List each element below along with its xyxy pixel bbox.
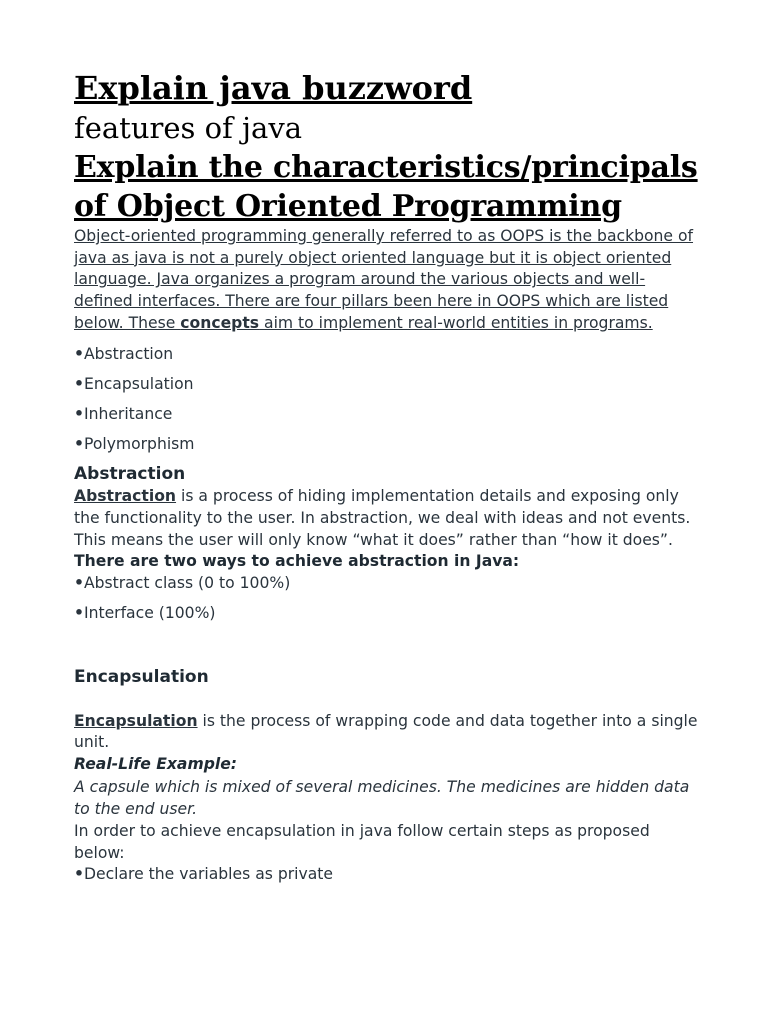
encapsulation-term: Encapsulation: [74, 711, 198, 730]
abstraction-paragraph: [74, 486, 698, 551]
abstraction-heading: Abstraction: [74, 464, 186, 485]
intro-text-before: Object-oriented programming generally referred to as OOPS is the backbone of java as java is not a purely object oriented language but it is object oriented language. Java organizes a program around the various objects and well-defined interfaces. There are four pillars been here in OOPS which are listed below. These: [74, 227, 694, 332]
doc-subtitle: features of java: [74, 111, 303, 145]
list-item-label: Abstract class (0 to 100%): [83, 574, 291, 593]
bullet-icon: •: [74, 604, 84, 623]
list-item-label: Declare the variables as private: [83, 865, 333, 884]
list-item-label: Abstraction: [83, 344, 174, 363]
pillars-list: [74, 344, 698, 456]
intro-text-after: aim to implement real-world entities in programs.: [259, 313, 653, 332]
list-item-label: Inheritance: [83, 404, 173, 423]
list-item-label: Interface (100%): [83, 604, 216, 623]
bullet-icon: •: [74, 865, 84, 884]
oop-heading: Explain the characteristics/principals of Object Oriented Programming: [74, 150, 698, 224]
example-text: A capsule which is mixed of several medicines. The medicines are hidden data to the end user.: [74, 777, 690, 819]
list-item: [74, 344, 698, 366]
list-item: [74, 434, 698, 456]
bullet-icon: •: [74, 374, 84, 393]
list-item: [74, 573, 698, 595]
list-item-label: Polymorphism: [83, 434, 195, 453]
encapsulation-body: is the process of wrapping code and data together into a single unit.: [74, 711, 698, 752]
encapsulation-steps-intro: In order to achieve encapsulation in java follow certain steps as proposed below:: [74, 821, 650, 862]
list-item: [74, 404, 698, 426]
list-item-label: Encapsulation: [83, 374, 194, 393]
abstraction-body: is a process of hiding implementation details and exposing only the functionality to the user. In abstraction, we deal with ideas and not events. This means the user will only know “what it does” rather than “how it does”.: [74, 487, 691, 549]
abstraction-term: Abstraction: [74, 487, 177, 506]
intro-paragraph: [74, 226, 698, 335]
list-item: [74, 864, 698, 886]
encapsulation-heading: Encapsulation: [74, 666, 209, 687]
example-label: Real-Life Example:: [74, 755, 238, 774]
bullet-icon: •: [74, 434, 84, 453]
list-item: [74, 374, 698, 396]
list-item: [74, 603, 698, 625]
intro-bold-word: concepts: [180, 313, 260, 332]
bullet-icon: •: [74, 574, 84, 593]
encapsulation-paragraph: [74, 711, 698, 754]
abstraction-ways-heading: There are two ways to achieve abstraction in Java:: [74, 552, 520, 571]
bullet-icon: •: [74, 344, 84, 363]
document-page: [74, 68, 698, 886]
bullet-icon: •: [74, 404, 84, 423]
abstraction-ways-list: [74, 573, 698, 625]
doc-title: Explain java buzzword: [74, 69, 473, 107]
